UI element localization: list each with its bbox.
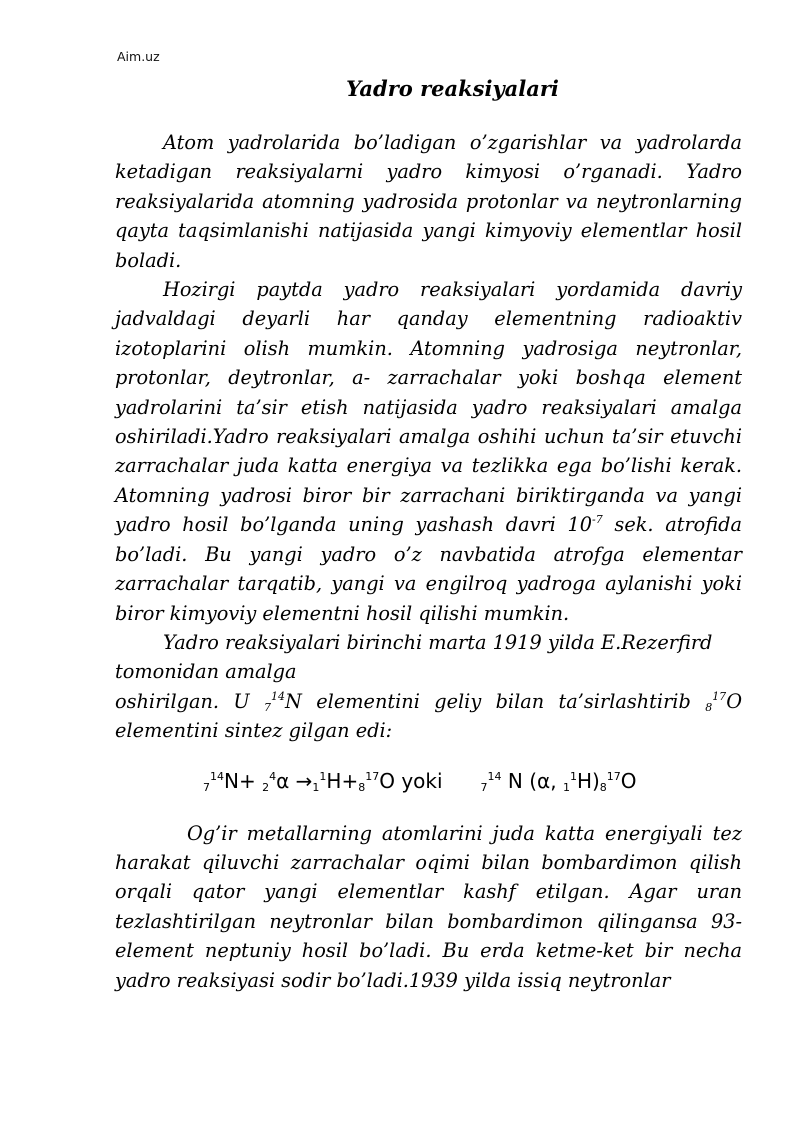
- formula-alpha-2: α: [537, 768, 551, 793]
- formula-n2-z: 7: [480, 780, 488, 794]
- formula-o: O: [379, 768, 395, 793]
- formula-o2-z: 8: [599, 780, 607, 794]
- formula-h: H: [326, 768, 342, 793]
- formula-n2: N (: [501, 768, 538, 793]
- paragraph-2-text-b: sek. atrofida bo’ladi. Bu yangi yadro o’z navbatida atrofga elementar zarrachalar tarqatib, yangi va engilroq yadroga aylanishi yoki biror kimyoviy elementni hosil qilishi mumkin.: [115, 513, 742, 625]
- nitrogen-mass-number: 14: [271, 689, 286, 703]
- nitrogen-atomic-number: 7: [264, 700, 272, 714]
- paragraph-3-text-c: elementini geliy bilan ta’sirlashtirib: [301, 689, 706, 713]
- paragraph-3-text-b: oshirilgan. U: [115, 689, 265, 713]
- oxygen-symbol: O: [726, 689, 742, 713]
- formula-h2-z: 1: [562, 780, 570, 794]
- nuclear-reaction-formula: [115, 767, 742, 796]
- site-header: Aim.uz: [117, 49, 160, 64]
- formula-plus-2: +: [341, 768, 359, 793]
- exponent: -7: [592, 513, 603, 527]
- page-title: Yadro reaksiyalari: [346, 76, 559, 101]
- formula-n-a: 14: [210, 769, 224, 783]
- formula-h-a: 1: [319, 769, 327, 783]
- paragraph-3: [115, 687, 742, 746]
- formula-plus: +: [238, 768, 263, 793]
- formula-n-z: 7: [203, 780, 210, 794]
- formula-alpha: α: [276, 768, 290, 793]
- formula-o-z: 8: [358, 780, 366, 794]
- formula-o2-a: 17: [606, 769, 621, 783]
- formula-n2-a: 14: [487, 769, 502, 783]
- nitrogen-symbol: N: [285, 689, 302, 713]
- formula-comma: ,: [550, 768, 563, 793]
- formula-h-z: 1: [312, 780, 320, 794]
- formula-h2: H): [576, 768, 600, 793]
- formula-yoki: yoki: [394, 768, 443, 793]
- formula-o-a: 17: [365, 769, 380, 783]
- paragraph-4: Og’ir metallarning atomlarini juda katta energiyali tez harakat qiluvchi zarrachalar oqimi bilan bombardimon qilish orqali qator yangi elementlar kashf etilgan. Agar uran tezlashtirilgan neytronlar bilan bombardimon qilingansa 93-element neptuniy hosil bo’ladi. Bu erda ketme-ket bir necha yadro reaksiyasi sodir bo’ladi.1939 yilda issiq neytronlar: [115, 821, 742, 992]
- paragraph-3-text-d: elementini sintez gilgan edi:: [115, 719, 393, 743]
- paragraph-2-text-a: Hozirgi paytda yadro reaksiyalari yordamida davriy jadvaldagi deyarli har qanday elementning radioaktiv izotoplarini olish mumkin. Atomning yadrosiga neytronlar, protonlar, deytronlar, a- zarrachalar yoki boshqa element yadrolarini ta’sir etish natijasida yadro reaksiyalari amalga oshiriladi.Yadro reaksiyalari amalga oshihi uchun ta’sir etuvchi zarrachalar juda katta energiya va tezlikka ega bo’lishi kerak. Atomning yadrosi biror bir zarrachani biriktirganda va yangi yadro hosil bo’lganda uning yashash davri 10: [115, 278, 742, 537]
- oxygen-atomic-number: 8: [705, 700, 713, 714]
- formula-n: N: [224, 768, 239, 793]
- formula-o2: O: [620, 768, 637, 793]
- formula-h2-a: 1: [569, 769, 577, 783]
- paragraph-1: Atom yadrolarida bo’ladigan o’zgarishlar va yadrolarda ketadigan reaksiyalarni yadro kimyosi o’rganadi. Yadro reaksiyalarida atomning yadrosida protonlar va neytronlarning qayta taqsimlanishi natijasida yangi kimyoviy elementlar hosil boladi.: [115, 131, 742, 272]
- formula-alpha-z: 2: [262, 780, 270, 794]
- oxygen-mass-number: 17: [712, 689, 727, 703]
- formula-arrow: →: [289, 768, 313, 793]
- paragraph-3-line-1: Yadro reaksiyalari birinchi marta 1919 yilda E.Rezerfird tomonidan amalga: [115, 630, 713, 684]
- document-body: [115, 128, 742, 995]
- paragraph-2: [115, 275, 742, 628]
- formula-alpha-a: 4: [269, 769, 277, 783]
